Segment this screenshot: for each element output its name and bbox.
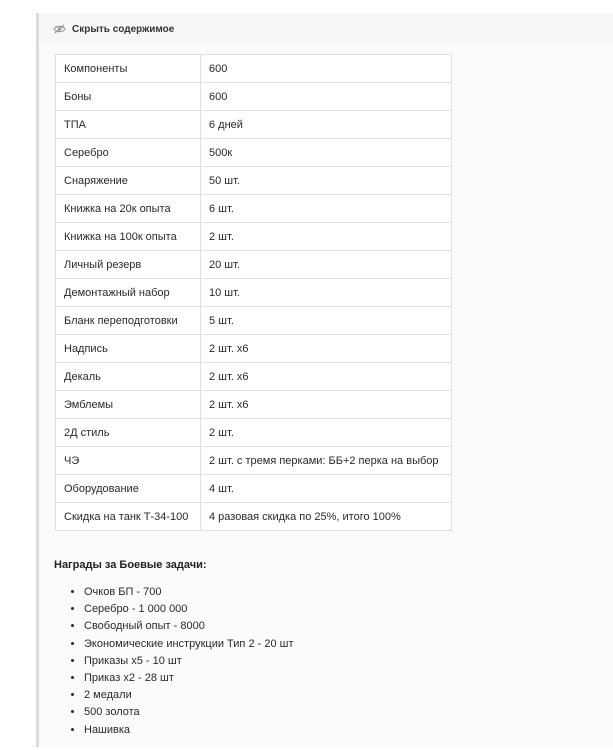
table-row bbox=[56, 503, 452, 531]
list-item: • Нашивка bbox=[84, 722, 294, 739]
table-row bbox=[56, 83, 452, 111]
table-row bbox=[56, 391, 452, 419]
rewards-heading: Награды за Боевые задачи: bbox=[54, 559, 207, 571]
table-cell-value: 600 bbox=[201, 83, 452, 111]
table-cell-name: Демонтажный набор bbox=[56, 279, 201, 307]
table-row bbox=[56, 167, 452, 195]
table-cell-name: Надпись bbox=[56, 335, 201, 363]
table-cell-name: Эмблемы bbox=[56, 391, 201, 419]
spoiler-toggle-label: Скрыть содержимое bbox=[72, 23, 175, 35]
table-cell-value: 500к bbox=[201, 139, 452, 167]
table-cell-name: 2Д стиль bbox=[56, 419, 201, 447]
list-item: • Экономические инструкции Тип 2 - 20 шт bbox=[84, 636, 294, 653]
table-row bbox=[56, 475, 452, 503]
rewards-list bbox=[54, 584, 294, 739]
table-cell-value: 2 шт. bbox=[201, 223, 452, 251]
list-item: • Приказы х5 - 10 шт bbox=[84, 653, 294, 670]
table-cell-value: 50 шт. bbox=[201, 167, 452, 195]
table-cell-value: 4 разовая скидка по 25%, итого 100% bbox=[201, 503, 452, 531]
table-cell-value: 6 шт. bbox=[201, 195, 452, 223]
table-cell-name: Снаряжение bbox=[56, 167, 201, 195]
list-item: • Очков БП - 700 bbox=[84, 584, 294, 601]
list-item: • Приказ х2 - 28 шт bbox=[84, 670, 294, 687]
table-cell-name: Декаль bbox=[56, 363, 201, 391]
table-row bbox=[56, 195, 452, 223]
table-row bbox=[56, 223, 452, 251]
table-cell-name: Серебро bbox=[56, 139, 201, 167]
table-cell-value: 5 шт. bbox=[201, 307, 452, 335]
table-cell-value: 2 шт. х6 bbox=[201, 363, 452, 391]
list-item: • Свободный опыт - 8000 bbox=[84, 618, 294, 635]
table-cell-name: ТПА bbox=[56, 111, 201, 139]
rewards-table bbox=[55, 54, 452, 531]
table-row bbox=[56, 111, 452, 139]
table-cell-name: Книжка на 20к опыта bbox=[56, 195, 201, 223]
table-cell-name: Бланк переподготовки bbox=[56, 307, 201, 335]
table-cell-value: 6 дней bbox=[201, 111, 452, 139]
table-cell-value: 4 шт. bbox=[201, 475, 452, 503]
spoiler-toggle[interactable] bbox=[39, 13, 613, 45]
table-cell-value: 2 шт. х6 bbox=[201, 335, 452, 363]
table-cell-value: 600 bbox=[201, 55, 452, 83]
table-row bbox=[56, 55, 452, 83]
spoiler-block bbox=[36, 13, 613, 747]
table-cell-name: ЧЭ bbox=[56, 447, 201, 475]
table-row bbox=[56, 363, 452, 391]
table-cell-name: Личный резерв bbox=[56, 251, 201, 279]
list-item: • 2 медали bbox=[84, 687, 294, 704]
table-cell-name: Книжка на 100к опыта bbox=[56, 223, 201, 251]
table-cell-name: Компоненты bbox=[56, 55, 201, 83]
table-row bbox=[56, 307, 452, 335]
table-cell-name: Боны bbox=[56, 83, 201, 111]
table-cell-value: 10 шт. bbox=[201, 279, 452, 307]
spoiler-content bbox=[39, 45, 613, 747]
table-cell-name: Оборудование bbox=[56, 475, 201, 503]
eye-slash-icon bbox=[53, 24, 67, 34]
table-row bbox=[56, 279, 452, 307]
table-row bbox=[56, 447, 452, 475]
table-cell-name: Скидка на танк Т-34-100 bbox=[56, 503, 201, 531]
list-item: • Серебро - 1 000 000 bbox=[84, 601, 294, 618]
table-cell-value: 2 шт. х6 bbox=[201, 391, 452, 419]
table-row bbox=[56, 139, 452, 167]
table-row bbox=[56, 335, 452, 363]
list-item: • 500 золота bbox=[84, 704, 294, 721]
table-cell-value: 20 шт. bbox=[201, 251, 452, 279]
table-cell-value: 2 шт. с тремя перками: ББ+2 перка на выбор bbox=[201, 447, 452, 475]
table-row bbox=[56, 419, 452, 447]
table-row bbox=[56, 251, 452, 279]
table-cell-value: 2 шт. bbox=[201, 419, 452, 447]
